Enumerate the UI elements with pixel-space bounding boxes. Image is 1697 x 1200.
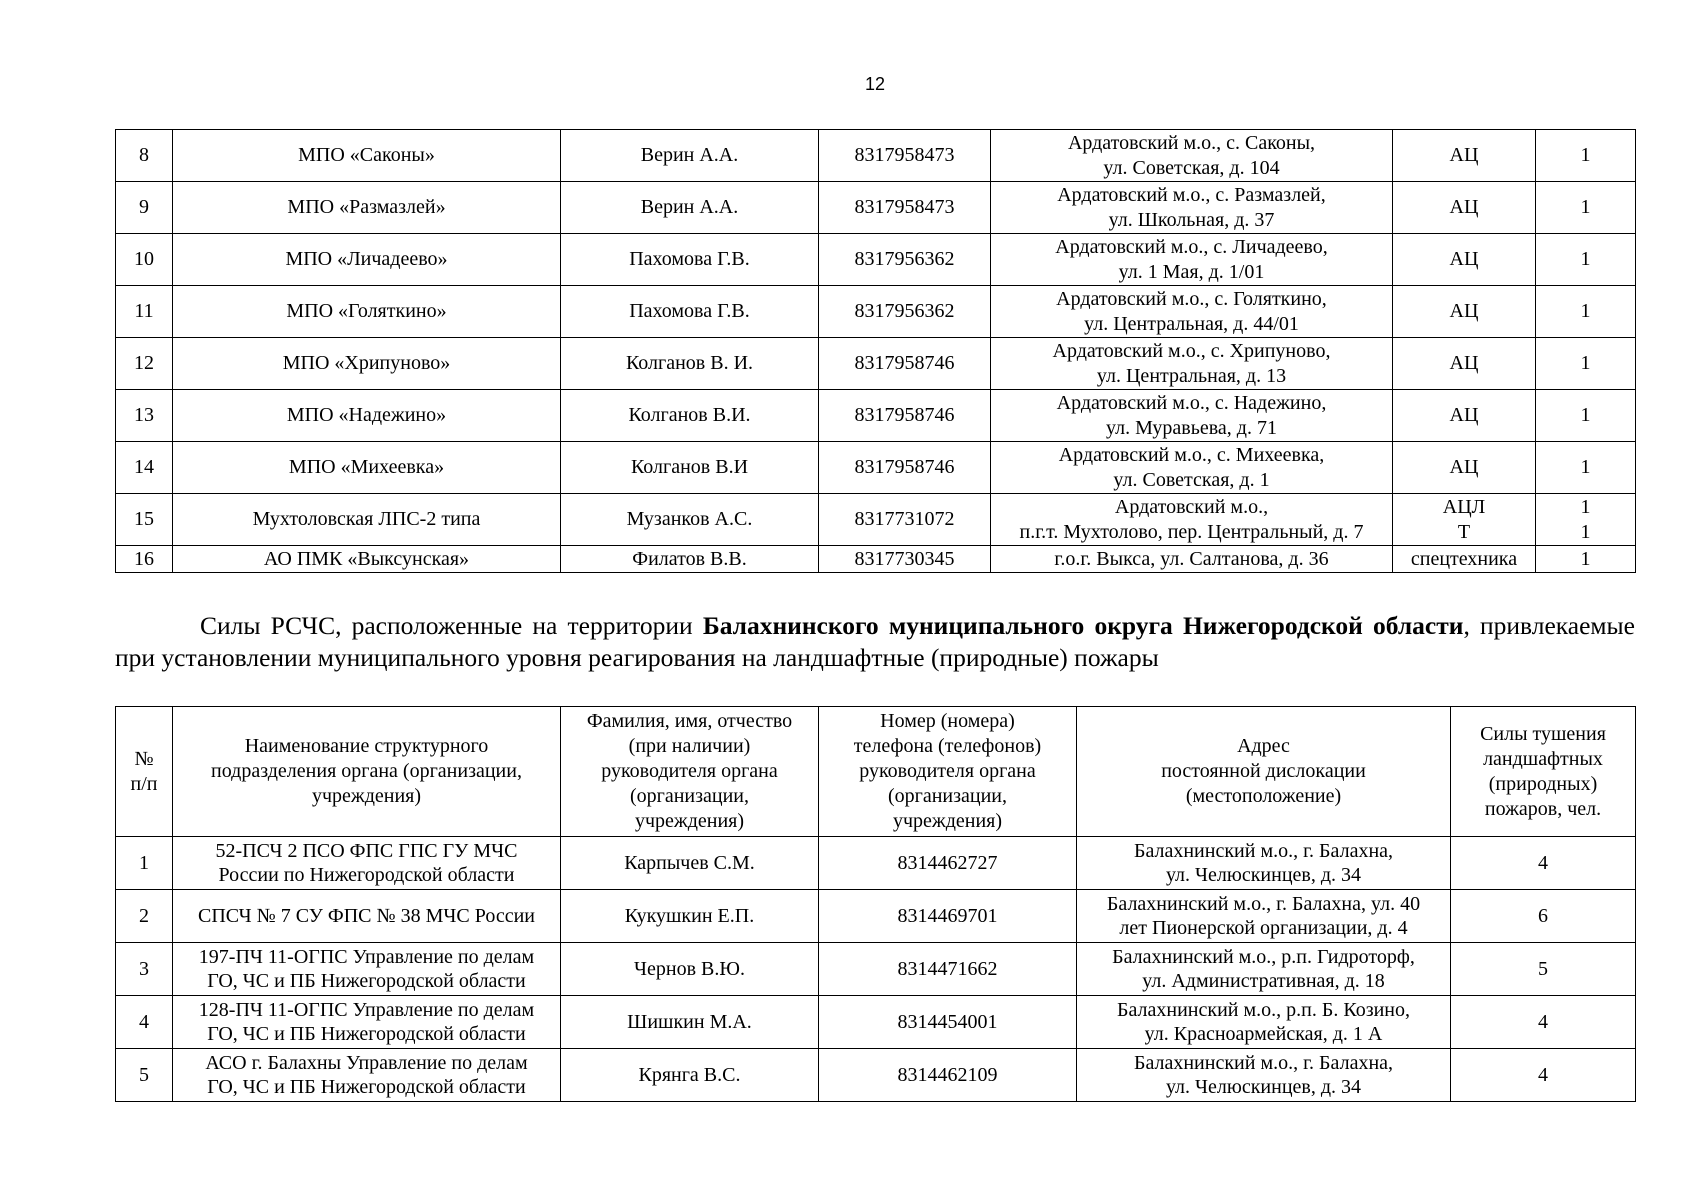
- cell-line: Т: [1457, 520, 1471, 543]
- cell-equipment-type: [1393, 338, 1536, 390]
- cell-equipment-type: [1393, 390, 1536, 442]
- cell-line: 1: [1580, 404, 1591, 426]
- cell-address: [991, 286, 1393, 338]
- cell-num: 11: [116, 286, 173, 338]
- cell-line: АЦЛ: [1442, 495, 1486, 518]
- cell-line: п.г.т. Мухтолово, пер. Центральный, д. 7: [1019, 520, 1364, 543]
- cell-forces: 5: [1451, 943, 1636, 996]
- cell-line: пожаров, чел.: [1484, 797, 1602, 820]
- cell-head: Филатов В.В.: [561, 546, 819, 573]
- heading-bold-region: Балахнинского муниципального округа Нижегородской области: [702, 611, 1464, 640]
- cell-phone: 8314462109: [819, 1049, 1077, 1102]
- cell-line: учреждения): [634, 810, 745, 832]
- cell-line: АЦ: [1449, 456, 1479, 478]
- cell-line: (организации,: [629, 785, 750, 807]
- cell-head: Колганов В.И: [561, 442, 819, 494]
- page-number: 12: [864, 74, 886, 94]
- cell-line: 128-ПЧ 11-ОГПС Управление по делам: [198, 999, 535, 1021]
- cell-line: ул. Центральная, д. 13: [1096, 364, 1287, 387]
- cell-forces: 6: [1451, 890, 1636, 943]
- cell-line: АЦ: [1449, 404, 1479, 426]
- cell-num: 4: [116, 996, 173, 1049]
- table-row: [116, 943, 1636, 996]
- cell-equipment-count: [1536, 182, 1636, 234]
- cell-address: [1077, 837, 1451, 890]
- cell-line: руководителя органа: [859, 760, 1036, 782]
- cell-line: (местоположение): [1185, 785, 1342, 807]
- cell-head: Чернов В.Ю.: [561, 943, 819, 996]
- cell-head: Музанков А.С.: [561, 494, 819, 546]
- cell-equipment-type: [1393, 286, 1536, 338]
- cell-name: АО ПМК «Выксунская»: [173, 546, 561, 573]
- cell-phone: 8314462727: [819, 837, 1077, 890]
- cell-line: 1: [1580, 547, 1591, 570]
- cell-forces: 4: [1451, 1049, 1636, 1102]
- cell-num: 5: [116, 1049, 173, 1102]
- section-heading: [115, 610, 1635, 674]
- cell-address: [991, 546, 1393, 573]
- cell-line: Ардатовский м.о.,: [1114, 495, 1269, 518]
- cell-name: МПО «Саконы»: [173, 130, 561, 182]
- cell-line: ул. Красноармейская, д. 1 А: [1144, 1023, 1383, 1045]
- cell-line: ул. Челюскинцев, д. 34: [1165, 864, 1362, 886]
- header-phone: [819, 707, 1077, 837]
- cell-line: (при наличии): [628, 735, 751, 757]
- table-row: [116, 286, 1636, 338]
- cell-phone: 8314454001: [819, 996, 1077, 1049]
- cell-head: Колганов В.И.: [561, 390, 819, 442]
- header-head: [561, 707, 819, 837]
- cell-equipment-count: [1536, 390, 1636, 442]
- cell-address: [991, 338, 1393, 390]
- cell-line: Балахнинский м.о., г. Балахна,: [1133, 840, 1394, 862]
- cell-address: [1077, 1049, 1451, 1102]
- cell-name: Мухтоловская ЛПС-2 типа: [173, 494, 561, 546]
- cell-head: Кукушкин Е.П.: [561, 890, 819, 943]
- cell-address: [991, 390, 1393, 442]
- cell-equipment-type: [1393, 182, 1536, 234]
- cell-line: (природных): [1488, 772, 1598, 795]
- table-row: [116, 390, 1636, 442]
- cell-line: 1: [1580, 520, 1591, 543]
- cell-line: 1: [1580, 144, 1591, 166]
- cell-head: Карпычев С.М.: [561, 837, 819, 890]
- cell-name: МПО «Михеевка»: [173, 442, 561, 494]
- cell-line: ГО, ЧС и ПБ Нижегородской области: [207, 1076, 526, 1098]
- header-num: [116, 707, 173, 837]
- forces-table-balakhna: [115, 706, 1636, 1102]
- cell-line: России по Нижегородской области: [218, 864, 515, 886]
- cell-equipment-type: [1393, 130, 1536, 182]
- cell-line: АЦ: [1449, 352, 1479, 374]
- cell-address: [991, 182, 1393, 234]
- table-body: [116, 837, 1636, 1102]
- header-address: [1077, 707, 1451, 837]
- heading-text-start: Силы РСЧС, расположенные на территории: [200, 611, 703, 640]
- cell-line: Ардатовский м.о., с. Размазлей,: [1057, 183, 1326, 206]
- cell-line: учреждения): [311, 785, 422, 807]
- cell-head: Верин А.А.: [561, 130, 819, 182]
- cell-phone: 8314469701: [819, 890, 1077, 943]
- cell-line: г.о.г. Выкса, ул. Салтанова, д. 36: [1054, 547, 1329, 570]
- heading-text-end: , привлекаемые при установлении муниципального уровня реагирования на ландшафтные (природные) пожары: [115, 611, 1635, 672]
- cell-line: ул. Советская, д. 1: [1113, 468, 1270, 491]
- cell-line: АЦ: [1449, 196, 1479, 218]
- cell-equipment-type: [1393, 234, 1536, 286]
- cell-line: ул. Центральная, д. 44/01: [1084, 312, 1299, 335]
- cell-line: ул. Муравьева, д. 71: [1106, 416, 1277, 439]
- cell-name: [173, 890, 561, 943]
- cell-line: учреждения): [892, 810, 1003, 832]
- cell-head: Крянга В.С.: [561, 1049, 819, 1102]
- cell-name: [173, 996, 561, 1049]
- cell-line: ландшафтных: [1483, 747, 1603, 770]
- cell-equipment-count: [1536, 494, 1636, 546]
- cell-phone: 8317958473: [819, 182, 991, 234]
- cell-line: Фамилия, имя, отчество: [586, 710, 793, 732]
- cell-address: [991, 130, 1393, 182]
- table-body: [116, 130, 1636, 573]
- cell-equipment-type: [1393, 494, 1536, 546]
- cell-num: 10: [116, 234, 173, 286]
- cell-equipment-type: [1393, 546, 1536, 573]
- cell-line: постоянной дислокации: [1161, 760, 1366, 782]
- cell-line: 1: [1580, 300, 1591, 322]
- cell-line: Силы тушения: [1480, 722, 1606, 745]
- cell-line: Ардатовский м.о., с. Личадеево,: [1055, 235, 1328, 258]
- cell-name: [173, 837, 561, 890]
- cell-head: Пахомова Г.В.: [561, 234, 819, 286]
- cell-forces: 4: [1451, 837, 1636, 890]
- cell-line: 197-ПЧ 11-ОГПС Управление по делам: [198, 946, 535, 968]
- table-row: [116, 837, 1636, 890]
- cell-line: ул. Школьная, д. 37: [1108, 208, 1275, 231]
- cell-line: Ардатовский м.о., с. Хрипуново,: [1052, 339, 1331, 362]
- cell-line: Ардатовский м.о., с. Надежино,: [1056, 391, 1327, 414]
- cell-line: ГО, ЧС и ПБ Нижегородской области: [207, 1023, 526, 1045]
- cell-name: МПО «Хрипуново»: [173, 338, 561, 390]
- cell-address: [991, 494, 1393, 546]
- cell-line: ул. Советская, д. 104: [1103, 156, 1280, 179]
- cell-line: Наименование структурного: [244, 735, 489, 757]
- cell-equipment-count: [1536, 234, 1636, 286]
- cell-phone: 8317956362: [819, 286, 991, 338]
- cell-num: 15: [116, 494, 173, 546]
- cell-num: 16: [116, 546, 173, 573]
- cell-address: [1077, 943, 1451, 996]
- cell-phone: 8317731072: [819, 494, 991, 546]
- cell-line: спецтехника: [1410, 547, 1518, 570]
- table-row: [116, 1049, 1636, 1102]
- cell-name: МПО «Голяткино»: [173, 286, 561, 338]
- cell-num: 9: [116, 182, 173, 234]
- cell-phone: 8317958746: [819, 338, 991, 390]
- cell-num: 3: [116, 943, 173, 996]
- cell-line: Балахнинский м.о., р.п. Гидроторф,: [1112, 946, 1415, 968]
- cell-line: 52-ПСЧ 2 ПСО ФПС ГПС ГУ МЧС: [215, 840, 518, 862]
- cell-line: Ардатовский м.о., с. Саконы,: [1067, 131, 1316, 154]
- cell-num: 2: [116, 890, 173, 943]
- cell-line: Ардатовский м.о., с. Голяткино,: [1056, 287, 1327, 310]
- cell-equipment-count: [1536, 338, 1636, 390]
- header-forces: [1451, 707, 1636, 837]
- cell-head: Колганов В. И.: [561, 338, 819, 390]
- cell-line: п/п: [130, 772, 158, 795]
- cell-head: Верин А.А.: [561, 182, 819, 234]
- header-row: [116, 707, 1636, 837]
- cell-line: АСО г. Балахны Управление по делам: [205, 1052, 528, 1074]
- cell-head: Пахомова Г.В.: [561, 286, 819, 338]
- forces-table-ardatov: [115, 129, 1636, 573]
- table-row: [116, 996, 1636, 1049]
- cell-num: 1: [116, 837, 173, 890]
- cell-line: АЦ: [1449, 144, 1479, 166]
- cell-line: Балахнинский м.о., р.п. Б. Козино,: [1117, 999, 1410, 1021]
- cell-head: Шишкин М.А.: [561, 996, 819, 1049]
- cell-line: Ардатовский м.о., с. Михеевка,: [1058, 443, 1325, 466]
- cell-equipment-type: [1393, 442, 1536, 494]
- cell-num: 8: [116, 130, 173, 182]
- table-row: [116, 442, 1636, 494]
- cell-line: 1: [1580, 248, 1591, 270]
- cell-line: СПСЧ № 7 СУ ФПС № 38 МЧС России: [197, 905, 535, 927]
- cell-phone: 8314471662: [819, 943, 1077, 996]
- cell-name: МПО «Размазлей»: [173, 182, 561, 234]
- cell-phone: 8317958746: [819, 442, 991, 494]
- cell-line: телефона (телефонов): [853, 735, 1042, 757]
- cell-line: 1: [1580, 495, 1591, 518]
- cell-line: ул. 1 Мая, д. 1/01: [1118, 260, 1265, 283]
- cell-line: ул. Административная, д. 18: [1142, 970, 1385, 992]
- cell-address: [991, 234, 1393, 286]
- cell-phone: 8317730345: [819, 546, 991, 573]
- cell-line: руководителя органа: [601, 760, 778, 782]
- cell-line: Номер (номера): [880, 710, 1015, 732]
- cell-line: (организации,: [887, 785, 1008, 807]
- cell-name: МПО «Личадеево»: [173, 234, 561, 286]
- cell-address: [991, 442, 1393, 494]
- cell-phone: 8317956362: [819, 234, 991, 286]
- cell-equipment-count: [1536, 442, 1636, 494]
- table-row: [116, 494, 1636, 546]
- cell-line: Балахнинский м.о., г. Балахна,: [1133, 1052, 1394, 1074]
- table-row: [116, 182, 1636, 234]
- table-row: [116, 130, 1636, 182]
- cell-equipment-count: [1536, 130, 1636, 182]
- table-row: [116, 546, 1636, 573]
- table-row: [116, 890, 1636, 943]
- cell-line: Балахнинский м.о., г. Балахна, ул. 40: [1106, 893, 1421, 915]
- cell-forces: 4: [1451, 996, 1636, 1049]
- cell-line: Адрес: [1237, 735, 1290, 757]
- table-row: [116, 338, 1636, 390]
- cell-num: 13: [116, 390, 173, 442]
- cell-line: 1: [1580, 196, 1591, 218]
- cell-equipment-count: [1536, 286, 1636, 338]
- cell-name: МПО «Надежино»: [173, 390, 561, 442]
- cell-equipment-count: [1536, 546, 1636, 573]
- cell-phone: 8317958746: [819, 390, 991, 442]
- table-row: [116, 234, 1636, 286]
- cell-address: [1077, 890, 1451, 943]
- header-name: [173, 707, 561, 837]
- cell-line: 1: [1580, 456, 1591, 478]
- cell-line: 1: [1580, 352, 1591, 374]
- cell-line: ул. Челюскинцев, д. 34: [1165, 1076, 1362, 1098]
- cell-name: [173, 1049, 561, 1102]
- cell-line: АЦ: [1449, 248, 1479, 270]
- cell-address: [1077, 996, 1451, 1049]
- cell-num: 12: [116, 338, 173, 390]
- cell-phone: 8317958473: [819, 130, 991, 182]
- cell-name: [173, 943, 561, 996]
- cell-num: 14: [116, 442, 173, 494]
- cell-line: подразделения органа (организации,: [211, 760, 522, 782]
- cell-line: №: [134, 747, 154, 770]
- cell-line: лет Пионерской организации, д. 4: [1119, 917, 1408, 939]
- cell-line: ГО, ЧС и ПБ Нижегородской области: [207, 970, 526, 992]
- cell-line: АЦ: [1449, 300, 1479, 322]
